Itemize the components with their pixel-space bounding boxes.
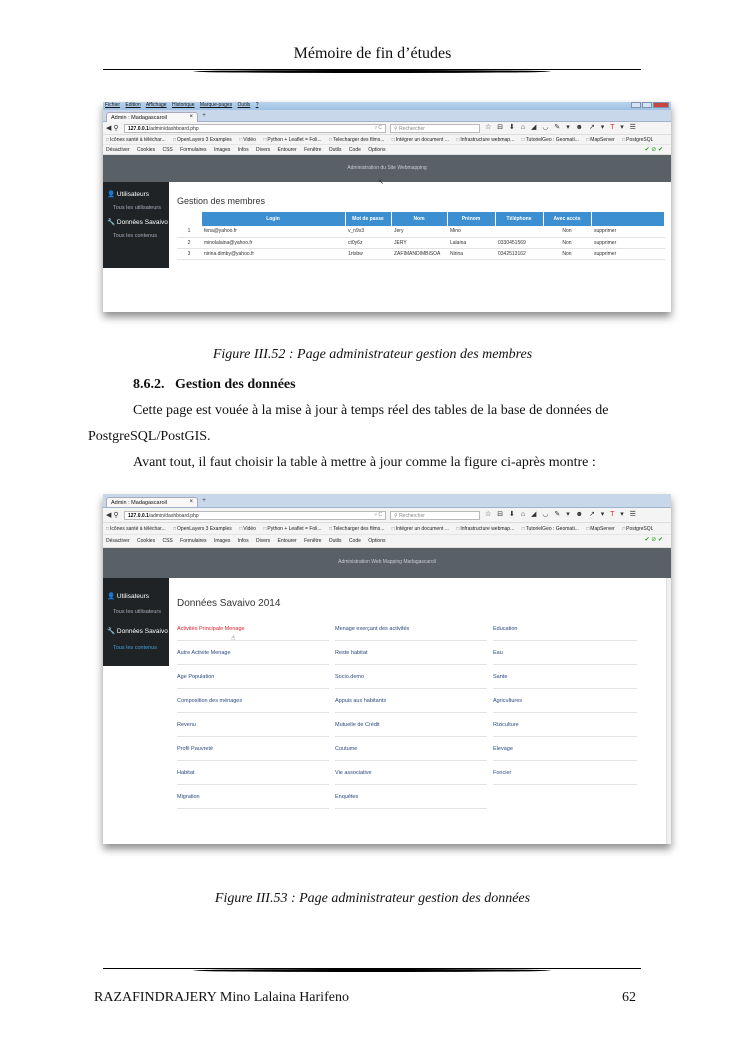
table-link[interactable]: Appuis aux habitants <box>335 689 487 713</box>
access-cell: Non <box>543 237 591 248</box>
url-host: 127.0.0.1 <box>128 513 149 519</box>
admin-sidebar <box>103 578 169 666</box>
row-index: 1 <box>177 226 201 237</box>
lastname-cell: JERY <box>391 237 447 248</box>
window-titlebar <box>103 102 671 110</box>
column-header: Téléphone <box>495 212 543 226</box>
bookmark-item[interactable]: □ MapServer <box>586 526 614 532</box>
bookmark-item[interactable]: □ Telecharger des films... <box>329 137 384 143</box>
url-path: /admin/dashboard.php <box>148 513 199 519</box>
devtool-item[interactable]: CSS <box>162 147 173 153</box>
bookmarks-bar <box>103 135 671 145</box>
table-link[interactable]: Elevage <box>493 737 637 761</box>
sidebar-users[interactable]: 👤 Utilisateurs <box>107 191 150 198</box>
devtool-item[interactable]: Divers <box>255 147 271 153</box>
devtool-item[interactable]: Options <box>368 538 386 544</box>
bookmark-item[interactable]: □ TutorielGeo : Geomati... <box>522 526 579 532</box>
sidebar-users[interactable]: 👤 Utilisateurs <box>107 593 150 600</box>
new-tab-icon[interactable]: + <box>202 497 207 504</box>
browser-tab[interactable] <box>106 497 198 507</box>
table-link[interactable]: Revenu <box>177 713 329 737</box>
column-header: Avec accès <box>543 212 591 226</box>
devtool-item[interactable]: Formulaires <box>180 147 207 153</box>
devtool-item[interactable]: Cookies <box>137 538 156 544</box>
tab-title: Admin : Madagascaroil <box>111 500 167 506</box>
phone-cell: 0330451569 <box>495 237 543 248</box>
devtool-item[interactable]: Infos <box>237 147 249 153</box>
bookmark-item[interactable]: □ Intégrer un document ... <box>392 137 449 143</box>
status-check-icon: ✔ ⊘ ✔ <box>644 147 663 153</box>
table-row <box>177 226 665 237</box>
firstname-cell: Lalaina <box>447 237 495 248</box>
table-row <box>177 237 665 248</box>
delete-link[interactable]: supprimer <box>591 248 665 259</box>
header-rule <box>103 69 641 75</box>
page-number: 62 <box>622 990 636 1005</box>
url-host: 127.0.0.1 <box>128 126 149 132</box>
table-link[interactable]: Enquêtes <box>335 785 487 809</box>
table-link[interactable]: Foncier <box>493 761 637 785</box>
menu-file[interactable]: Fichier <box>105 102 121 108</box>
table-link[interactable]: Eau <box>493 641 637 665</box>
devtool-item[interactable]: Divers <box>255 538 271 544</box>
running-header: Mémoire de fin d’études <box>293 45 452 62</box>
devtool-item[interactable]: Outils <box>328 147 342 153</box>
devtool-item[interactable]: Infos <box>237 538 249 544</box>
search-placeholder: Rechercher <box>399 513 425 519</box>
table-link[interactable]: Mutuelle de Crédit <box>335 713 487 737</box>
bookmark-item[interactable]: □ Icônes santé à téléchar... <box>106 137 166 143</box>
bookmark-item[interactable]: □ Vidéo <box>239 526 256 532</box>
bookmark-item[interactable]: □ Infrastructure webmap... <box>456 526 514 532</box>
figure-members-screenshot <box>103 102 671 312</box>
column-header: Prénom <box>447 212 495 226</box>
devtool-item[interactable]: Images <box>213 147 231 153</box>
lastname-cell: Jery <box>391 226 447 237</box>
navigation-bar <box>103 122 671 135</box>
bookmark-item[interactable]: □ Intégrer un document ... <box>392 526 449 532</box>
status-check-icon: ✔ ⊘ ✔ <box>644 537 663 543</box>
mouse-cursor-icon: ☝ <box>231 635 236 642</box>
toolbar-icons[interactable]: ☆ ⊟ ⬇ ⌂ ◢ ◡ ✎ ▾ ☻ ↗ ▾ T ▾ ☰ <box>485 511 638 518</box>
login-cell: minolalaina@yahoo.fr <box>201 237 345 248</box>
column-header: Mot de passe <box>345 212 391 226</box>
table-link[interactable]: Habitat <box>177 761 329 785</box>
url-bar[interactable] <box>124 124 386 133</box>
access-cell: Non <box>543 248 591 259</box>
devtool-item[interactable]: Options <box>368 147 386 153</box>
table-link[interactable]: Sante <box>493 665 637 689</box>
devtool-item[interactable]: Code <box>348 538 361 544</box>
data-content <box>177 598 665 809</box>
menu-edit[interactable]: Édition <box>125 102 141 108</box>
bookmark-item[interactable]: □ Python + Leaflet = Foli... <box>263 137 321 143</box>
sidebar-all-contents[interactable]: Tous les contenus <box>113 645 158 651</box>
bookmark-item[interactable]: □ OpenLayers 3 Examples <box>173 526 232 532</box>
access-cell: Non <box>543 226 591 237</box>
section-heading <box>133 377 296 393</box>
figure-caption-members: Figure III.52 : Page administrateur gestion des membres <box>212 347 533 362</box>
admin-page <box>103 179 671 290</box>
table-header-row <box>177 212 665 226</box>
sidebar-data-label: Données Savaivo <box>116 219 168 226</box>
admin-banner: Administration Web Mapping Madagascaroil <box>103 548 671 578</box>
sidebar-users-label: Utilisateurs <box>116 191 150 198</box>
phone-cell <box>495 226 543 237</box>
row-index: 2 <box>177 237 201 248</box>
table-link-empty <box>493 785 637 809</box>
column-header <box>591 212 665 226</box>
table-link[interactable]: Riziculture <box>493 713 637 737</box>
table-link[interactable]: Age Population <box>177 665 329 689</box>
bookmark-item[interactable]: □ MapServer <box>586 137 614 143</box>
paragraph-line: Cette page est vouée à la mise à jour à temps réel des tables de la base de données de <box>133 403 609 418</box>
admin-banner: Administration du Site Webmapping <box>103 155 671 182</box>
bookmark-item[interactable]: □ Python + Leaflet = Foli... <box>263 526 321 532</box>
column-header: Nom <box>391 212 447 226</box>
firstname-cell: Nirina <box>447 248 495 259</box>
index-column-header <box>177 212 201 226</box>
window-controls <box>631 102 669 108</box>
back-icon[interactable]: ◀ ⚲ <box>106 512 119 519</box>
phone-cell: 0342513162 <box>495 248 543 259</box>
bookmarks-bar <box>103 523 671 535</box>
page-title: Données Savaivo 2014 <box>177 598 281 609</box>
devtool-item[interactable]: Fenêtre <box>304 147 322 153</box>
minimize-icon[interactable] <box>631 102 641 108</box>
table-link[interactable]: Coutume <box>335 737 487 761</box>
bookmark-item[interactable]: □ Vidéo <box>239 137 256 143</box>
menu-history[interactable]: Historique <box>171 102 195 108</box>
sidebar-all-users[interactable]: Tous les utilisateurs <box>113 609 161 615</box>
devtool-item[interactable]: Cookies <box>137 147 156 153</box>
table-link[interactable]: Socio.demo <box>335 665 487 689</box>
section-title: Gestion des données <box>175 377 296 392</box>
figure-data-screenshot <box>103 494 671 844</box>
tab-bar <box>103 494 671 508</box>
mouse-cursor-icon: ↖ <box>378 179 384 186</box>
tab-bar <box>103 110 671 122</box>
devtool-item[interactable]: Fenêtre <box>304 538 322 544</box>
paragraph-line: Avant tout, il faut choisir la table à mettre à jour comme la figure ci-après montre : <box>133 455 596 470</box>
devtool-item[interactable]: Formulaires <box>180 538 207 544</box>
sidebar-data[interactable]: 🔧 Données Savaivo <box>107 628 168 635</box>
table-link[interactable]: Vie associative <box>335 761 487 785</box>
reload-icon[interactable]: ▿ C <box>374 512 382 518</box>
sidebar-all-contents[interactable]: Tous les contenus <box>113 233 158 239</box>
devtool-item[interactable]: Code <box>348 147 361 153</box>
figure-caption-data: Figure III.53 : Page administrateur gestion des données <box>214 891 531 906</box>
bookmark-item[interactable]: □ PostgreSQL <box>622 526 653 532</box>
devtool-item[interactable]: Images <box>213 538 231 544</box>
table-link[interactable]: Composition des ménages <box>177 689 329 713</box>
devtool-item[interactable]: Désactiver <box>106 147 130 153</box>
members-table <box>177 212 665 260</box>
devtool-item[interactable]: Entourer <box>277 147 297 153</box>
url-bar[interactable] <box>124 511 386 520</box>
bookmark-item[interactable]: □ Icônes santé à téléchar... <box>106 526 166 532</box>
footer-rule <box>103 968 641 974</box>
web-developer-toolbar <box>103 145 671 155</box>
bookmark-item[interactable]: □ Telecharger des films... <box>329 526 384 532</box>
password-cell: 1rtsbw <box>345 248 391 259</box>
menu-view[interactable]: Affichage <box>145 102 167 108</box>
lastname-cell: ZAFIMANDIMBISOA <box>391 248 447 259</box>
browser-tab[interactable] <box>106 112 198 122</box>
login-cell: nirina.dimby@yahoo.fr <box>201 248 345 259</box>
reload-icon[interactable]: ▿ C <box>374 125 382 131</box>
delete-link[interactable]: supprimer <box>591 226 665 237</box>
search-input[interactable]: ⚲ Rechercher <box>390 511 480 520</box>
table-link[interactable]: Migration <box>177 785 329 809</box>
table-link[interactable]: Profil Pauvreté <box>177 737 329 761</box>
bookmark-item[interactable]: □ Infrastructure webmap... <box>456 137 514 143</box>
close-tab-icon[interactable]: × <box>189 499 193 505</box>
web-developer-toolbar <box>103 535 671 548</box>
bookmark-item[interactable]: □ PostgreSQL <box>622 137 653 143</box>
table-link[interactable]: Agricultures <box>493 689 637 713</box>
sidebar-all-users[interactable]: Tous les utilisateurs <box>113 205 161 211</box>
menu-bar <box>105 102 262 108</box>
search-input[interactable]: ⚲ Rechercher <box>390 124 480 133</box>
page-scrollbar[interactable] <box>666 578 671 844</box>
bookmark-item[interactable]: □ OpenLayers 3 Examples <box>173 137 232 143</box>
table-link[interactable]: Menage exerçant des activités <box>335 617 487 641</box>
table-link[interactable]: Autre Activite Menage <box>177 641 329 665</box>
devtool-item[interactable]: Désactiver <box>106 538 130 544</box>
sidebar-data[interactable]: 🔧 Données Savaivo <box>107 219 168 226</box>
devtool-item[interactable]: CSS <box>162 538 173 544</box>
back-icon[interactable]: ◀ ⚲ <box>106 125 119 132</box>
new-tab-icon[interactable]: + <box>202 112 207 119</box>
devtool-item[interactable]: Outils <box>328 538 342 544</box>
toolbar-icons[interactable]: ☆ ⊟ ⬇ ⌂ ◢ ◡ ✎ ▾ ☻ ↗ ▾ T ▾ ☰ <box>485 124 638 131</box>
members-content <box>177 196 665 260</box>
devtool-item[interactable]: Entourer <box>277 538 297 544</box>
bookmark-item[interactable]: □ TutorielGeo : Geomati... <box>522 137 579 143</box>
table-row <box>177 248 665 259</box>
close-window-icon[interactable] <box>653 102 669 108</box>
login-cell: fena@yahoo.fr <box>201 226 345 237</box>
password-cell: ct0y6z <box>345 237 391 248</box>
password-cell: v_n9x3 <box>345 226 391 237</box>
table-link[interactable]: Reste habitat <box>335 641 487 665</box>
tab-title: Admin : Madagascaroil <box>111 115 167 121</box>
data-tables-grid <box>177 617 665 809</box>
search-placeholder: Rechercher <box>399 126 425 132</box>
menu-help[interactable]: ? <box>255 102 259 108</box>
sidebar-users-label: Utilisateurs <box>116 593 150 600</box>
url-path: /admin/dashboard.php <box>148 126 199 132</box>
paragraph-line: PostgreSQL/PostGIS. <box>88 429 211 444</box>
row-index: 3 <box>177 248 201 259</box>
admin-page <box>103 578 671 844</box>
delete-link[interactable]: supprimer <box>591 237 665 248</box>
section-number: 8.6.2. <box>133 377 165 392</box>
menu-tools[interactable]: Outils <box>237 102 251 108</box>
menu-bookmarks[interactable]: Marque-pages <box>199 102 233 108</box>
firstname-cell: Mino <box>447 226 495 237</box>
table-link[interactable]: Activités Principale Menage <box>177 617 329 641</box>
sidebar-data-label: Données Savaivo <box>116 628 168 635</box>
admin-sidebar <box>103 182 169 268</box>
table-link[interactable]: Education <box>493 617 637 641</box>
column-header: Login <box>201 212 345 226</box>
maximize-icon[interactable] <box>642 102 652 108</box>
close-tab-icon[interactable]: × <box>189 114 193 120</box>
page-title: Gestion des membres <box>177 196 266 206</box>
footer-author: RAZAFINDRAJERY Mino Lalaina Harifeno <box>94 990 349 1005</box>
navigation-bar <box>103 508 671 523</box>
